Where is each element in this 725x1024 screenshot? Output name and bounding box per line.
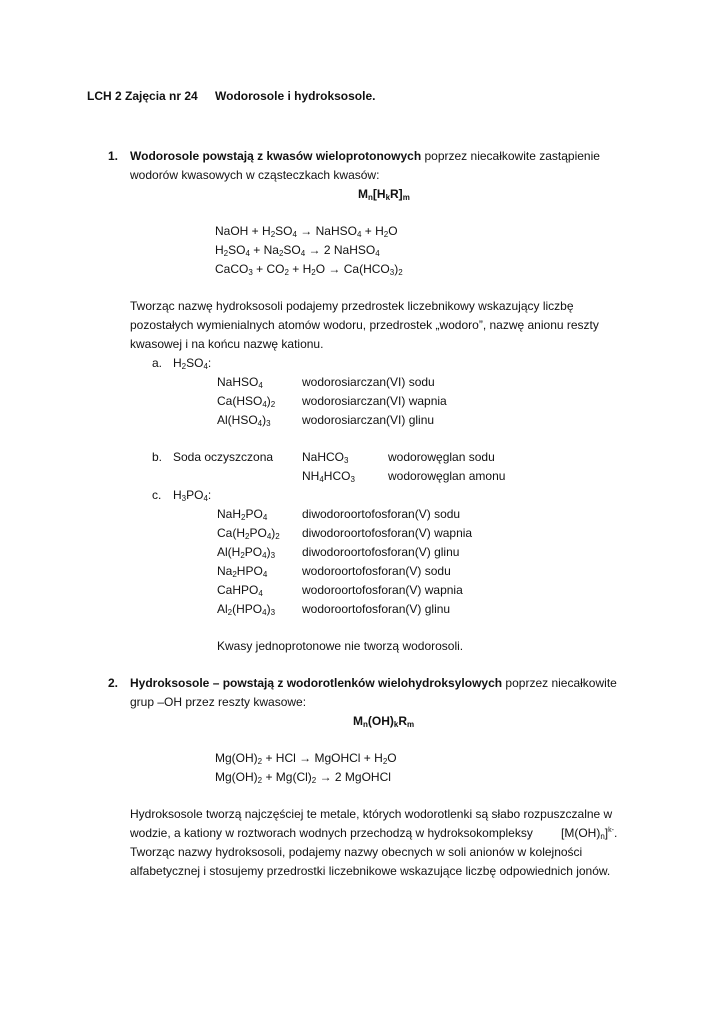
section-1-note: Kwasy jednoprotonowe nie tworzą wodorosoli. <box>217 639 464 653</box>
paragraph-line-3: Tworząc nazwy hydroksosoli, podajemy nazwy obecnych w soli anionów w kolejności <box>130 845 583 859</box>
paragraph-line-2: wodzie, a kationy w roztworach wodnych przechodzą w hydroksokompleksy <box>130 826 533 840</box>
reaction-5: $Mg(OH)_2 + Mg(Cl)_2 \to 2$ MgOHCl <box>215 770 391 785</box>
reaction-1: NaOH + $H_2SO_4$ → NaHSO$_4$ + $H_2O$ <box>215 224 398 239</box>
list-marker-c: c. <box>152 488 162 502</box>
acid-b: Soda oczyszczona <box>173 450 274 464</box>
salt-name: wodorowęglan sodu <box>388 450 495 464</box>
section-1-general-formula: $M_n[H_kR]_m$ <box>358 187 410 202</box>
paragraph-line-1: Hydroksosole tworzą najczęściej te metale, których wodorotlenki są słabo rozpuszczalne w <box>130 807 613 821</box>
reaction-4: $Mg(OH)_2$ + HCl → MgOHCl + $H_2O$ <box>215 751 397 766</box>
salt-name: diwodoroortofosforan(V) glinu <box>302 545 460 559</box>
salt-formula: $Na_2HPO_4$ <box>217 564 268 579</box>
list-marker-b: b. <box>152 450 163 464</box>
salt-formula: $NH_4HCO_3$ <box>302 469 355 484</box>
salt-formula: $Al(H_2PO_4)_3$ <box>217 545 276 560</box>
course-label: LCH 2 Zajęcia nr 24 <box>87 89 198 103</box>
salt-name: wodorosiarczan(VI) wapnia <box>302 394 447 408</box>
salt-name: wodorosiarczan(VI) glinu <box>302 413 435 427</box>
section-2-number: 2. <box>108 676 119 690</box>
complex-formula: $[M(OH)_n]^{k-}$. <box>561 826 618 841</box>
salt-formula: CaHPO$_4$ <box>217 583 263 598</box>
salt-formula: $Ca(HSO_4)_2$ <box>217 394 276 409</box>
acid-c: $H_3PO_4$: <box>173 488 212 503</box>
salt-formula: $Al_2(HPO_4)_3$ <box>217 602 276 617</box>
salt-name: wodorowęglan amonu <box>388 469 506 483</box>
section-1-title-line2: wodorów kwasowych w cząsteczkach kwasów: <box>130 168 380 182</box>
section-2-title: Hydroksosole – powstają z wodorotlenków wielohydroksylowych poprzez niecałkowite <box>130 676 617 690</box>
salt-name: wodoroortofosforan(V) wapnia <box>302 583 463 597</box>
salt-formula: NaHCO$_3$ <box>302 450 349 465</box>
section-1-number: 1. <box>108 149 119 163</box>
section-2-general-formula: $M_n(OH)_kR_m$ <box>353 714 415 729</box>
reaction-3: CaCO$_3$ + $CO_2 + H_2O \to Ca(HCO_3)_2$ <box>215 262 403 277</box>
naming-rule-line-3: kwasowej i na końcu nazwę kationu. <box>130 337 324 351</box>
salt-name: wodoroortofosforan(V) glinu <box>302 602 451 616</box>
salt-formula: $Al(HSO_4)_3$ <box>217 413 271 428</box>
section-2-title-line2: grup –OH przez reszty kwasowe: <box>130 695 307 709</box>
acid-a: $H_2SO_4$: <box>173 356 212 371</box>
salt-formula: $Ca(H_2PO_4)_2$ <box>217 526 280 541</box>
naming-rule-line-1: Tworząc nazwę hydroksosoli podajemy przedrostek liczebnikowy wskazujący liczbę <box>130 299 574 313</box>
list-marker-a: a. <box>152 356 163 370</box>
salt-name: diwodoroortofosforan(V) wapnia <box>302 526 473 540</box>
section-1-title: Wodorosole powstają z kwasów wieloprotonowych poprzez niecałkowite zastąpienie <box>130 149 600 163</box>
salt-formula: NaHSO$_4$ <box>217 375 263 390</box>
salt-name: wodoroortofosforan(V) sodu <box>302 564 451 578</box>
salt-formula: $NaH_2PO_4$ <box>217 507 268 522</box>
salt-name: wodorosiarczan(VI) sodu <box>302 375 435 389</box>
paragraph-line-4: alfabetycznej i stosujemy przedrostki liczebnikowe wskazujące liczbę odpowiednich jonów. <box>130 864 611 878</box>
reaction-2: $H_2SO_4 + Na_2SO_4 \to 2$ NaHSO$_4$ <box>215 243 380 258</box>
salt-name: diwodoroortofosforan(V) sodu <box>302 507 461 521</box>
naming-rule-line-2: pozostałych wymienialnych atomów wodoru, przedrostek „wodoro”, nazwę anionu reszty <box>130 318 599 332</box>
page-title: Wodorosole i hydroksosole. <box>215 89 376 103</box>
